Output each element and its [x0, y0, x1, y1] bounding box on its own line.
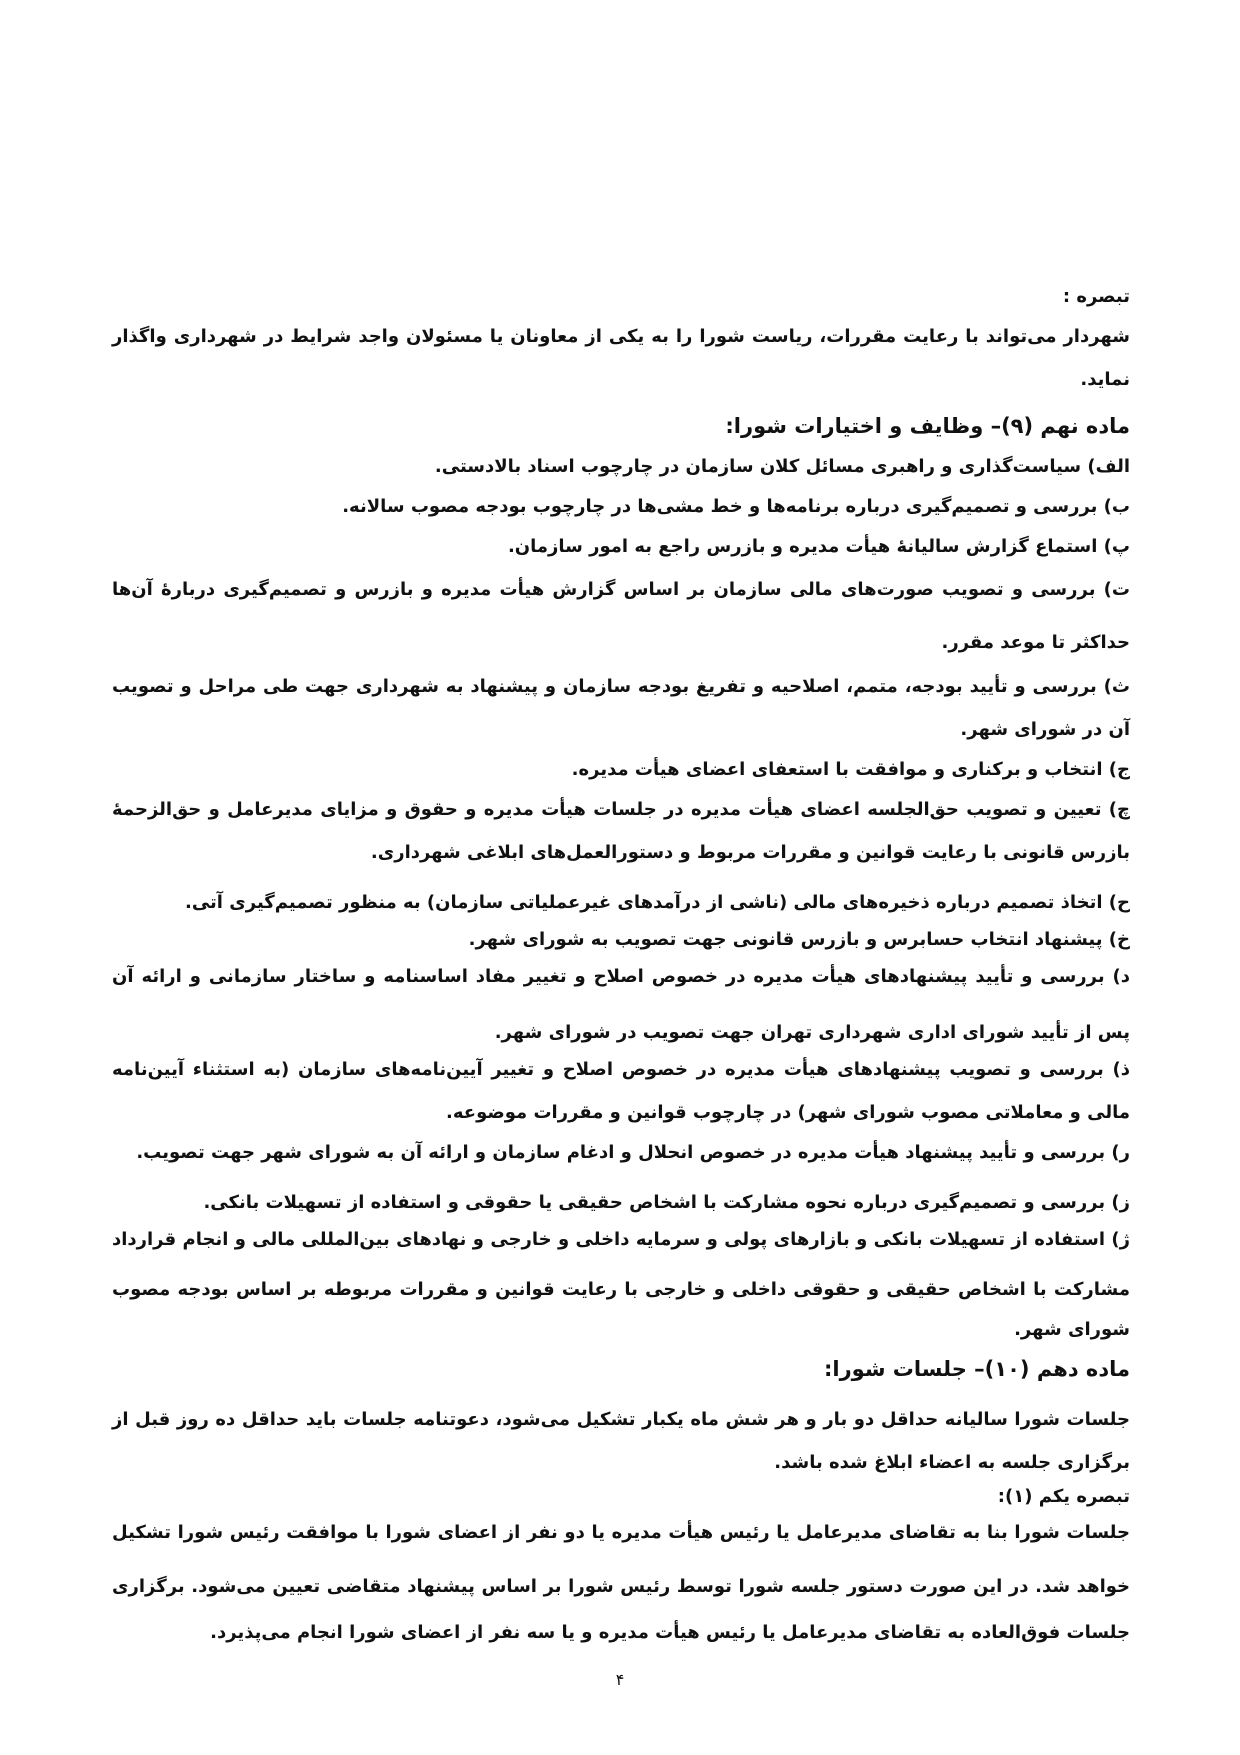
- article-10-line: برگزاری جلسه به اعضاء ابلاغ شده باشد.: [774, 1452, 1130, 1473]
- article-9-line: پس از تأیید شورای اداری شهرداری تهران جهت تصویب در شورای شهر.: [494, 1022, 1130, 1043]
- article-9-line: شورای شهر.: [1014, 1319, 1130, 1340]
- note-text-line: نماید.: [1080, 369, 1130, 390]
- note-1-line: جلسات فوق‌العاده به تقاضای مدیرعامل یا رئیس هیأت مدیره و یا سه نفر از اعضای شورا انجام می‌پذیرد.: [210, 1622, 1130, 1643]
- article-10-heading: ماده دهم (۱۰)– جلسات شورا:: [823, 1357, 1130, 1381]
- article-9-line: حداکثر تا موعد مقرر.: [941, 632, 1130, 653]
- article-9-line: ج) انتخاب و برکناری و موافقت با استعفای اعضای هیأت مدیره.: [571, 759, 1130, 780]
- note-1-line: خواهد شد. در این صورت دستور جلسه شورا توسط رئیس شورا بر اساس پیشنهاد متقاضی تعیین می‌شود. برگزاری: [112, 1576, 1130, 1597]
- article-9-line: خ) پیشنهاد انتخاب حسابرس و بازرس قانونی جهت تصویب به شورای شهر.: [468, 929, 1130, 950]
- note-label: تبصره :: [1062, 286, 1130, 307]
- article-9-line: چ) تعیین و تصویب حق‌الجلسه اعضای هیأت مدیره در جلسات هیأت مدیره و حقوق و مزایای مدیرعامل و حق‌الزحمهٔ: [112, 799, 1130, 820]
- note-text-line: شهردار می‌تواند با رعایت مقررات، ریاست شورا را به یکی از معاونان یا مسئولان واجد شرایط در شهرداری واگذار: [112, 326, 1130, 347]
- article-9-line: ث) بررسی و تأیید بودجه، متمم، اصلاحیه و تفریغ بودجه سازمان و پیشنهاد به شهرداری جهت طی مراحل و تصویب: [112, 676, 1130, 697]
- article-9-line: پ) استماع گزارش سالیانهٔ هیأت مدیره و بازرس راجع به امور سازمان.: [507, 536, 1130, 557]
- note-1-label: تبصره یکم (۱):: [997, 1486, 1130, 1507]
- article-9-line: بازرس قانونی با رعایت قوانین و مقررات مربوط و دستورالعمل‌های ابلاغی شهرداری.: [370, 842, 1130, 863]
- page-number: ۴: [615, 1670, 625, 1689]
- article-9-line: ز) بررسی و تصمیم‌گیری درباره نحوه مشارکت با اشخاص حقیقی یا حقوقی و استفاده از تسهیلات بانکی.: [203, 1192, 1130, 1213]
- article-9-line: مالی و معاملاتی مصوب شورای شهر) در چارچوب قوانین و مقررات موضوعه.: [446, 1102, 1130, 1123]
- article-9-line: ژ) استفاده از تسهیلات بانکی و بازارهای پولی و سرمایه داخلی و خارجی و نهادهای بین‌المللی مالی و انجام قرارداد: [112, 1229, 1130, 1250]
- article-9-line: آن در شورای شهر.: [960, 719, 1130, 740]
- article-9-line: ح) اتخاذ تصمیم درباره ذخیره‌های مالی (ناشی از درآمدهای غیرعملیاتی سازمان) به منظور تصمیم‌گیری آتی.: [185, 892, 1130, 913]
- article-9-line: ذ) بررسی و تصویب پیشنهادهای هیأت مدیره در خصوص اصلاح و تغییر آیین‌نامه‌های سازمان (به استثناء آیین‌نامه: [112, 1059, 1130, 1080]
- article-9-heading: ماده نهم (۹)– وظایف و اختیارات شورا:: [725, 414, 1130, 438]
- article-10-line: جلسات شورا سالیانه حداقل دو بار و هر شش ماه یکبار تشکیل می‌شود، دعوتنامه جلسات باید حداقل ده روز قبل از: [112, 1409, 1130, 1430]
- article-9-line: ر) بررسی و تأیید پیشنهاد هیأت مدیره در خصوص انحلال و ادغام سازمان و ارائه آن به شورای شهر جهت تصویب.: [136, 1142, 1130, 1163]
- note-1-line: جلسات شورا بنا به تقاضای مدیرعامل یا رئیس هیأت مدیره یا دو نفر از اعضای شورا با موافقت رئیس شورا تشکیل: [112, 1522, 1130, 1543]
- article-9-line: ب) بررسی و تصمیم‌گیری درباره برنامه‌ها و خط مشی‌ها در چارچوب بودجه مصوب سالانه.: [342, 496, 1130, 517]
- article-9-line: ت) بررسی و تصویب صورت‌های مالی سازمان بر اساس گزارش هیأت مدیره و بازرس و تصمیم‌گیری دربارهٔ آن‌ها: [112, 579, 1130, 600]
- article-9-line: مشارکت با اشخاص حقیقی و حقوقی داخلی و خارجی با رعایت قوانین و مقررات مربوطه بر اساس بودجه مصوب: [112, 1279, 1130, 1300]
- article-9-line: د) بررسی و تأیید پیشنهادهای هیأت مدیره در خصوص اصلاح و تغییر مفاد اساسنامه و ساختار سازمانی و ارائه آن: [112, 966, 1130, 987]
- article-9-line: الف) سیاست‌گذاری و راهبری مسائل کلان سازمان در چارچوب اسناد بالادستی.: [434, 456, 1130, 477]
